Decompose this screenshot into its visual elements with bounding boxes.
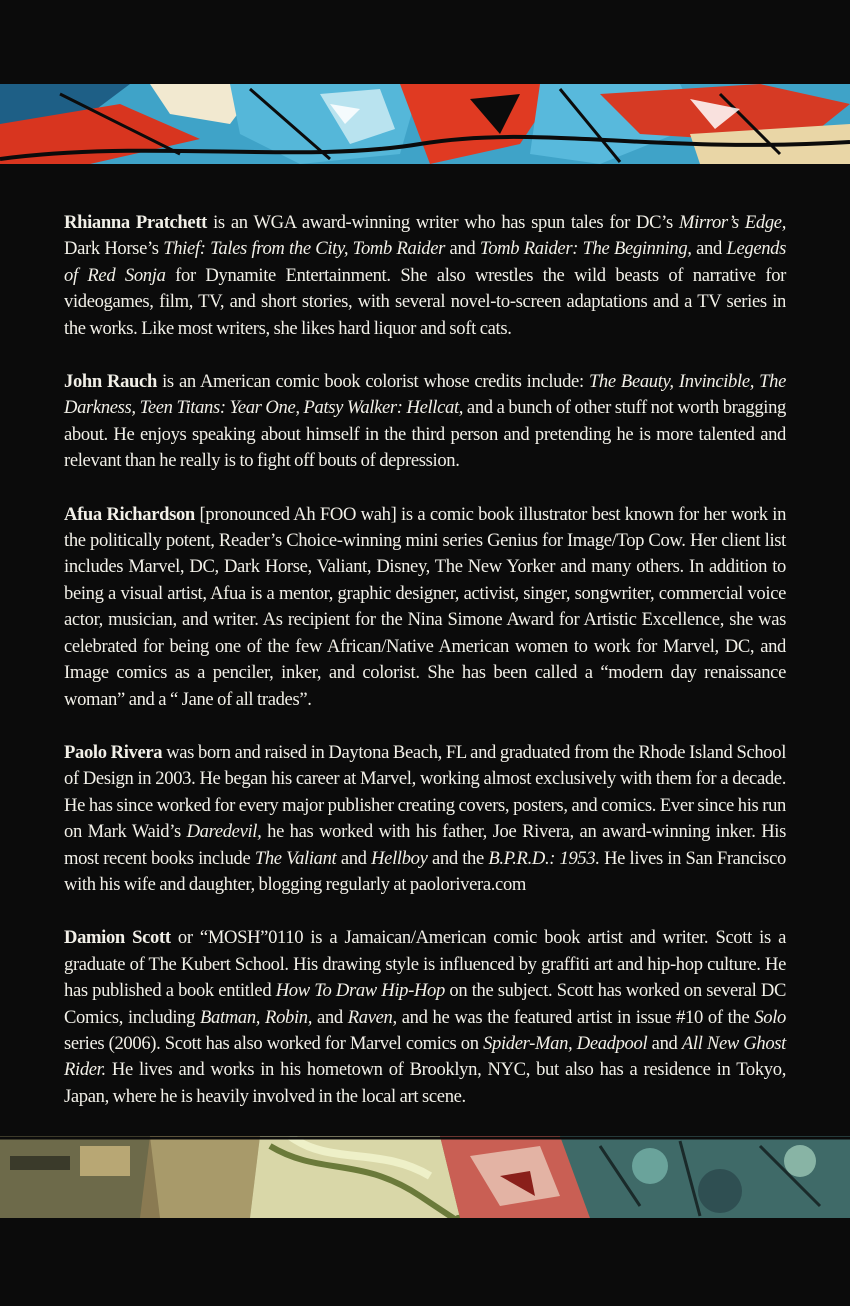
bio-text: and the <box>427 847 489 869</box>
bio-text: for Dynamite Entertainment. She also wrestles the wild beasts of narrative for videogames, film, TV, and short stories, with several novel-to-screen adaptations and a TV series in the works. Like most writers, she likes hard liquor and soft cats. <box>64 264 786 339</box>
bio-title-text: Raven, <box>347 1006 397 1028</box>
bio-title-text: Thief: Tales from the City, Tomb Raider <box>163 238 445 260</box>
bio-name: Damion Scott <box>64 927 171 949</box>
bio-text: and <box>445 238 480 260</box>
bio-title-text: Legends of Red Sonja <box>64 238 787 286</box>
bio-name: Paolo Rivera <box>64 741 163 763</box>
bio-title-text: The Valiant <box>254 847 337 869</box>
bio-text: [pronounced Ah FOO wah] is a comic book illustrator best known for her work in the politically potent, Reader’s Choice-winning mini series Genius for Image/Top Cow. Her client list includes Marvel, DC, Dark Horse, Valiant, Disney, The New Yorker and many others. In addition to being a visual artist, Afua is a mentor, graphic designer, activist, singer, songwriter, commercial voice actor, musician, and writer. As recipient for the Nina Simone Award for Artistic Excellence, she was celebrated for being one of the few African/Native American women to work for Marvel, DC, and Image comics as a penciler, inker, and colorist. She has been called a “modern day renaissance woman” and a “ Jane of all trades”. <box>64 503 787 710</box>
bio-text: and <box>647 1032 682 1054</box>
bio-title-text: Daredevil, <box>186 821 262 843</box>
bio-text: series (2006). Scott has also worked for Marvel comics on <box>64 1032 484 1054</box>
bio-text: and <box>691 238 727 260</box>
bio-title-text: Solo <box>754 1006 786 1028</box>
bio-text: and <box>312 1006 348 1028</box>
bio-name: Afua Richardson <box>64 503 195 525</box>
bio-text: was born and raised in Daytona Beach, FL and graduated from the Rhode Island School of Design in 2003. He began his career at Marvel, working almost exclusively with them for a decade. He has since worked for every major publisher creating covers, posters, and comics. Ever since his run on Mark Waid’s <box>64 741 787 843</box>
bio-rhianna-pratchett <box>64 210 786 342</box>
bio-title-text: B.P.R.D.: 1953. <box>488 847 600 869</box>
bio-john-rauch <box>64 369 786 475</box>
bio-afua-richardson <box>64 502 786 713</box>
bio-title-text: Batman, Robin, <box>200 1006 313 1028</box>
comic-art-banner-bottom-icon <box>0 1136 850 1218</box>
bio-title-text: The Beauty, Invincible, The Darkness, Teen Titans: Year One, Patsy Walker: Hellcat, <box>64 371 787 419</box>
bio-title-text: All New Ghost Rider. <box>64 1032 786 1081</box>
bio-title-text: Tomb Raider: The Beginning, <box>479 238 692 260</box>
bio-text: is an American comic book colorist whose credits include: <box>156 371 589 393</box>
bio-title-text: Mirror’s Edge, <box>678 212 786 233</box>
bottom-comic-banner <box>0 1136 850 1218</box>
bio-text: He lives and works in his hometown of Brooklyn, NYC, but also has a residence in Tokyo, Japan, where he is heavily involved in the local art scene. <box>64 1059 786 1107</box>
bio-text: and <box>336 847 372 869</box>
bio-name: John Rauch <box>64 371 157 393</box>
bio-name: Rhianna Pratchett <box>64 212 208 233</box>
bio-text: on the subject. Scott has worked on several DC Comics, including <box>64 980 786 1028</box>
bio-text: he has worked with his father, Joe Rivera, an award-winning inker. His most recent books include <box>64 821 787 869</box>
comic-art-banner-top-icon <box>0 84 850 164</box>
top-comic-banner <box>0 84 850 164</box>
bio-text: or “MOSH”0110 is a Jamaican/American comic book artist and writer. Scott is a graduate of The Kubert School. His drawing style is influenced by graffiti art and hip-hop culture. He has published a book entitled <box>64 927 786 1002</box>
bio-text: Dark Horse’s <box>64 238 164 260</box>
bio-title-text: How To Draw Hip-Hop <box>275 980 445 1002</box>
bio-text: and a bunch of other stuff not worth bragging about. He enjoys speaking about himself in the third person and pretending he is more talented and relevant than he really is to fight off bouts of depression. <box>64 397 786 472</box>
bio-text: and he was the featured artist in issue #10 of the <box>396 1006 755 1028</box>
bio-title-text: Hellboy <box>371 847 428 869</box>
bio-text: He lives in San Francisco with his wife and daughter, blogging regularly at paolorivera.com <box>64 847 786 895</box>
bio-paolo-rivera <box>64 740 786 898</box>
bio-text: is an WGA award-winning writer who has spun tales for DC’s <box>207 212 679 233</box>
contributor-bios <box>64 210 786 1137</box>
bio-damion-scott <box>64 925 786 1110</box>
bio-title-text: Spider-Man, Deadpool <box>483 1032 648 1054</box>
